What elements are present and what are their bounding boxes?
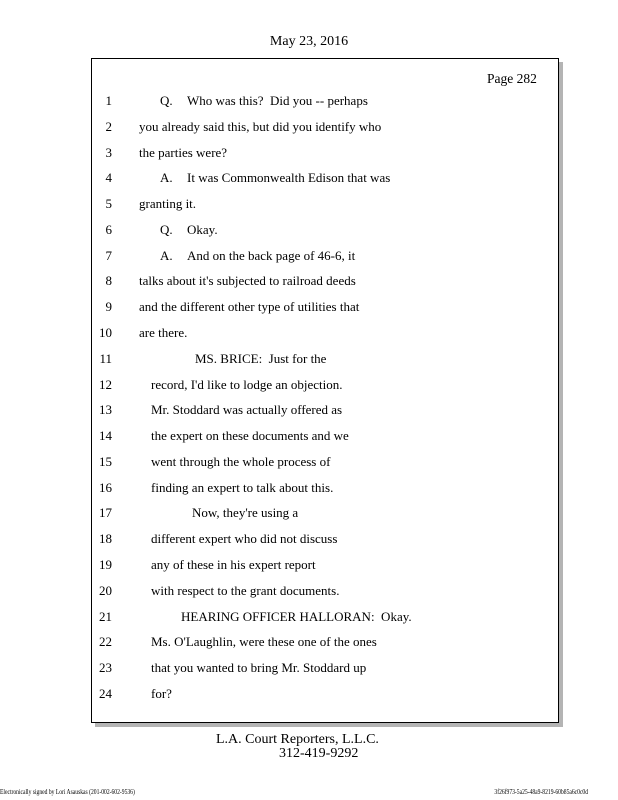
transcript-line: talks about it's subjected to railroad deeds <box>139 273 356 289</box>
page-number: Page 282 <box>487 71 537 86</box>
line-number: 19 <box>99 557 112 573</box>
line-number: 4 <box>105 170 112 186</box>
transcript-line: and the different other type of utilities that <box>139 299 360 315</box>
transcript-line: went through the whole process of <box>151 453 331 469</box>
line-number: 1 <box>105 93 112 108</box>
transcript-line: for? <box>151 685 172 701</box>
line-number: 14 <box>99 428 112 444</box>
line-number: 5 <box>105 196 112 212</box>
transcript-line: you already said this, but did you identify who <box>139 118 382 134</box>
speaker-prefix: A. <box>160 170 173 186</box>
speaker-prefix: Q. <box>160 221 173 237</box>
transcript-line: Now, they're using a <box>192 505 299 521</box>
line-number: 23 <box>99 660 112 676</box>
document-hash: 3f26f973-5a25-48a9-8219-60b85a6c0c0d <box>494 788 588 796</box>
transcript-line: record, I'd like to lodge an objection. <box>151 376 343 392</box>
line-number: 9 <box>105 299 112 315</box>
transcript-line: Who was this? Did you -- perhaps <box>187 93 368 108</box>
transcript-line: are there. <box>139 325 188 341</box>
transcript-line: with respect to the grant documents. <box>151 582 340 598</box>
line-number: 12 <box>99 376 112 392</box>
transcript-line: Okay. <box>187 221 218 237</box>
speaker-prefix: A. <box>160 247 173 263</box>
line-number: 7 <box>105 247 112 263</box>
line-number: 16 <box>99 479 112 495</box>
line-number: 20 <box>99 582 112 598</box>
line-number: 13 <box>99 402 112 418</box>
line-number: 22 <box>99 634 112 650</box>
transcript-line: MS. BRICE: Just for the <box>195 350 327 366</box>
transcript-line: the expert on these documents and we <box>151 428 349 444</box>
speaker-prefix: Q. <box>160 93 173 108</box>
line-number: 6 <box>105 221 112 237</box>
transcript-line: It was Commonwealth Edison that was <box>187 170 391 186</box>
transcript-line: that you wanted to bring Mr. Stoddard up <box>151 660 367 676</box>
transcript-line: Mr. Stoddard was actually offered as <box>151 402 343 418</box>
document-date: May 23, 2016 <box>269 34 349 49</box>
transcript-line: granting it. <box>139 196 197 212</box>
footer-phone: 312-419-9292 <box>279 746 359 761</box>
line-number: 8 <box>105 273 112 289</box>
line-number: 15 <box>99 453 112 469</box>
transcript-line: any of these in his expert report <box>151 557 316 573</box>
footer-company: L.A. Court Reporters, L.L.C. <box>216 732 379 747</box>
transcript-line: HEARING OFFICER HALLORAN: Okay. <box>181 608 412 624</box>
transcript-line: Ms. O'Laughlin, were these one of the ones <box>151 634 377 650</box>
line-number: 21 <box>99 608 112 624</box>
electronic-signature: Electronically signed by Lori Asauskas (201-002-602-9536) <box>0 788 135 796</box>
transcript-line: the parties were? <box>139 144 228 160</box>
line-number: 24 <box>99 685 112 701</box>
line-number: 10 <box>99 325 112 341</box>
line-number: 17 <box>99 505 112 521</box>
transcript-line: finding an expert to talk about this. <box>151 479 334 495</box>
line-number: 3 <box>105 144 112 160</box>
line-number: 2 <box>105 118 112 134</box>
line-number: 18 <box>99 531 112 547</box>
line-number: 11 <box>99 350 112 366</box>
transcript-line: And on the back page of 46-6, it <box>187 247 356 263</box>
transcript-line: different expert who did not discuss <box>151 531 338 547</box>
